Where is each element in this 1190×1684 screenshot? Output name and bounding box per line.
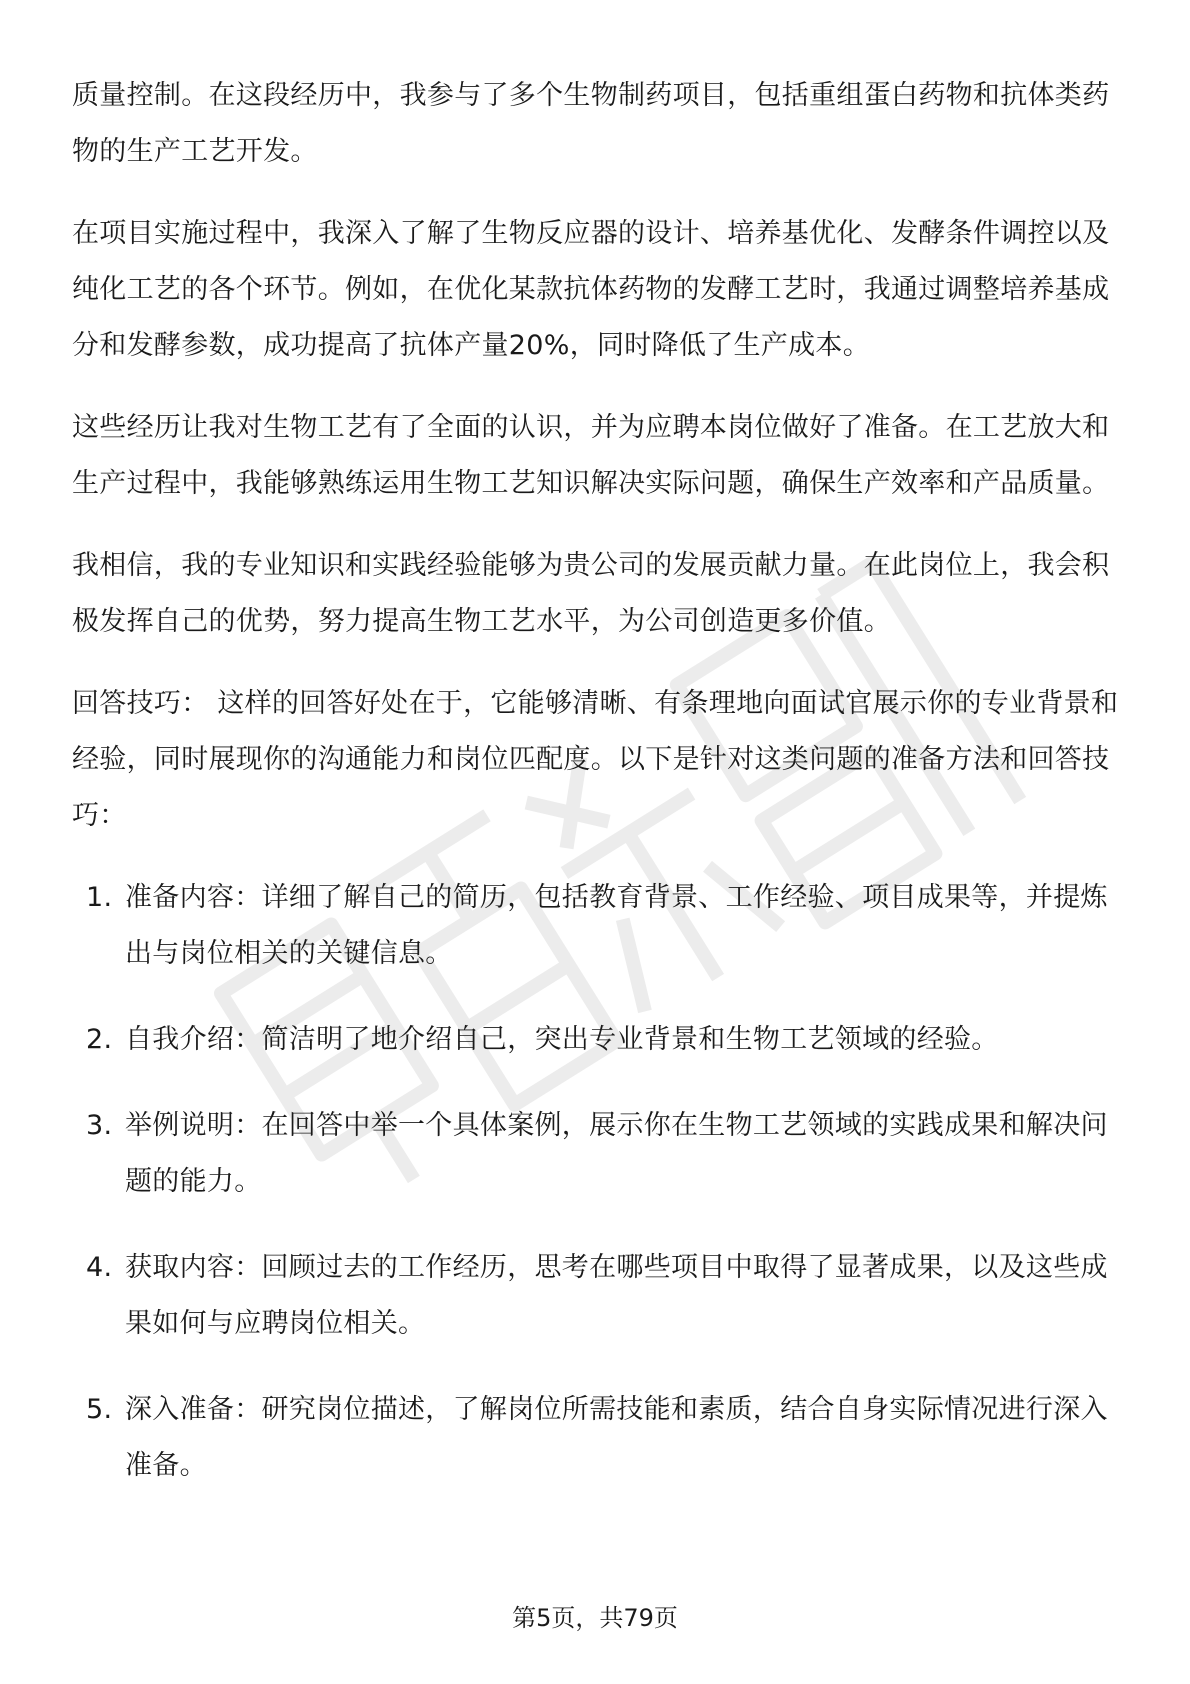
list-item: [72, 1382, 1122, 1494]
page-number-footer: 第5页，共79页: [512, 1604, 678, 1632]
list-item-number: 2.: [86, 1024, 113, 1055]
tips-list: [72, 870, 1122, 1494]
body-text: [72, 68, 1122, 1524]
paragraph-project-implementation: 在项目实施过程中，我深入了解了生物反应器的设计、培养基优化、发酵条件调控以及纯化工艺的各个环节。例如，在优化某款抗体药物的发酵工艺时，我通过调整培养基成分和发酵参数，成功提高了抗体产量20%，同时降低了生产成本。: [72, 218, 1110, 361]
list-item-text: 自我介绍：简洁明了地介绍自己，突出专业背景和生物工艺领域的经验。: [125, 1024, 999, 1055]
list-item-number: 3.: [86, 1110, 113, 1141]
list-item-text: 举例说明：在回答中举一个具体案例，展示你在生物工艺领域的实践成果和解决问题的能力。: [125, 1110, 1108, 1197]
list-item: [72, 1240, 1122, 1352]
list-item-text: 准备内容：详细了解自己的简历，包括教育背景、工作经验、项目成果等，并提炼出与岗位相关的关键信息。: [125, 882, 1108, 969]
paragraph-experience-intro: 质量控制。在这段经历中，我参与了多个生物制药项目，包括重组蛋白药物和抗体类药物的生产工艺开发。: [72, 80, 1110, 167]
paragraph-conclusion: 我相信，我的专业知识和实践经验能够为贵公司的发展贡献力量。在此岗位上，我会积极发挥自己的优势，努力提高生物工艺水平，为公司创造更多价值。: [72, 550, 1110, 637]
list-item-number: 1.: [86, 882, 113, 913]
paragraph-answer-tips: 回答技巧： 这样的回答好处在于，它能够清晰、有条理地向面试官展示你的专业背景和经验，同时展现你的沟通能力和岗位匹配度。以下是针对这类问题的准备方法和回答技巧：: [72, 688, 1119, 831]
paragraph-experience-summary: 这些经历让我对生物工艺有了全面的认识，并为应聘本岗位做好了准备。在工艺放大和生产过程中，我能够熟练运用生物工艺知识解决实际问题，确保生产效率和产品质量。: [72, 412, 1110, 499]
list-item-number: 4.: [86, 1252, 113, 1283]
list-item-number: 5.: [86, 1394, 113, 1425]
list-item: [72, 870, 1122, 982]
list-item-text: 获取内容：回顾过去的工作经历，思考在哪些项目中取得了显著成果，以及这些成果如何与应聘岗位相关。: [125, 1252, 1108, 1339]
list-item: [72, 1012, 1122, 1068]
list-item: [72, 1098, 1122, 1210]
list-item-text: 深入准备：研究岗位描述，了解岗位所需技能和素质，结合自身实际情况进行深入准备。: [125, 1394, 1108, 1481]
